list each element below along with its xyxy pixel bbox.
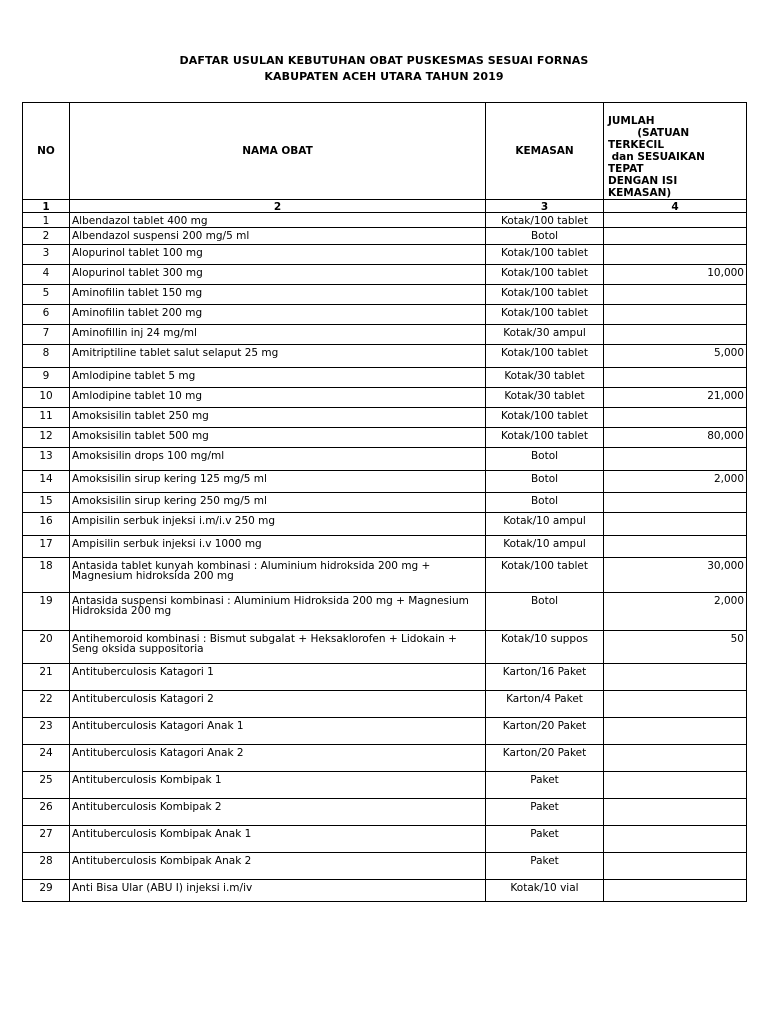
drug-name: Antituberculosis Katagori Anak 2 xyxy=(70,745,486,772)
row-number: 15 xyxy=(23,493,70,513)
drug-name: Amoksisilin drops 100 mg/ml xyxy=(70,448,486,471)
table-row xyxy=(23,880,747,902)
column-number: 2 xyxy=(70,200,486,213)
packaging: Botol xyxy=(486,471,604,493)
quantity: 21,000 xyxy=(604,388,747,408)
packaging: Kotak/100 tablet xyxy=(486,265,604,285)
drug-name: Aminofillin inj 24 mg/ml xyxy=(70,325,486,345)
drug-name: Amitriptiline tablet salut selaput 25 mg xyxy=(70,345,486,368)
drug-name: Albendazol tablet 400 mg xyxy=(70,213,486,228)
packaging: Kotak/30 tablet xyxy=(486,368,604,388)
table-row xyxy=(23,228,747,245)
table-row xyxy=(23,213,747,228)
row-number: 6 xyxy=(23,305,70,325)
row-number: 20 xyxy=(23,631,70,664)
quantity: 10,000 xyxy=(604,265,747,285)
table-row xyxy=(23,428,747,448)
packaging: Kotak/30 ampul xyxy=(486,325,604,345)
row-number: 8 xyxy=(23,345,70,368)
row-number: 16 xyxy=(23,513,70,536)
packaging: Paket xyxy=(486,853,604,880)
table-row xyxy=(23,558,747,593)
packaging: Kotak/10 ampul xyxy=(486,536,604,558)
quantity xyxy=(604,408,747,428)
header-jumlah-text xyxy=(608,115,744,199)
quantity xyxy=(604,880,747,902)
column-number: 1 xyxy=(23,200,70,213)
row-number: 1 xyxy=(23,213,70,228)
quantity xyxy=(604,826,747,853)
table-row xyxy=(23,772,747,799)
drug-name: Antihemoroid kombinasi : Bismut subgalat + Heksaklorofen + Lidokain + Seng oksida suppositoria xyxy=(70,631,486,664)
packaging: Botol xyxy=(486,493,604,513)
table-row xyxy=(23,408,747,428)
quantity xyxy=(604,228,747,245)
packaging: Kotak/100 tablet xyxy=(486,213,604,228)
table-row xyxy=(23,631,747,664)
drug-name: Amoksisilin tablet 250 mg xyxy=(70,408,486,428)
drug-name: Antituberculosis Katagori 1 xyxy=(70,664,486,691)
quantity: 2,000 xyxy=(604,593,747,631)
quantity: 5,000 xyxy=(604,345,747,368)
row-number: 5 xyxy=(23,285,70,305)
drug-name: Alopurinol tablet 300 mg xyxy=(70,265,486,285)
packaging: Botol xyxy=(486,448,604,471)
table-row xyxy=(23,536,747,558)
quantity xyxy=(604,245,747,265)
packaging: Kotak/100 tablet xyxy=(486,428,604,448)
quantity xyxy=(604,213,747,228)
quantity xyxy=(604,664,747,691)
drug-name: Amlodipine tablet 10 mg xyxy=(70,388,486,408)
drug-name: Antasida suspensi kombinasi : Aluminium Hidroksida 200 mg + Magnesium Hidroksida 200 mg xyxy=(70,593,486,631)
header-jumlah xyxy=(604,103,747,200)
column-number-row xyxy=(23,200,747,213)
packaging: Kotak/100 tablet xyxy=(486,245,604,265)
packaging: Kotak/100 tablet xyxy=(486,558,604,593)
packaging: Kotak/30 tablet xyxy=(486,388,604,408)
table-row xyxy=(23,448,747,471)
packaging: Kotak/10 suppos xyxy=(486,631,604,664)
row-number: 2 xyxy=(23,228,70,245)
row-number: 27 xyxy=(23,826,70,853)
quantity xyxy=(604,799,747,826)
document-title: DAFTAR USULAN KEBUTUHAN OBAT PUSKESMAS SESUAI FORNAS xyxy=(179,54,589,67)
row-number: 17 xyxy=(23,536,70,558)
table-row xyxy=(23,664,747,691)
drug-name: Antituberculosis Kombipak 1 xyxy=(70,772,486,799)
drug-name: Antituberculosis Kombipak Anak 1 xyxy=(70,826,486,853)
packaging: Kotak/100 tablet xyxy=(486,408,604,428)
drug-name: Amoksisilin tablet 500 mg xyxy=(70,428,486,448)
header-jumlah-line: (SATUAN TERKECIL xyxy=(608,127,690,151)
drug-name: Amoksisilin sirup kering 125 mg/5 ml xyxy=(70,471,486,493)
packaging: Kotak/100 tablet xyxy=(486,285,604,305)
row-number: 28 xyxy=(23,853,70,880)
row-number: 26 xyxy=(23,799,70,826)
packaging: Kotak/100 tablet xyxy=(486,305,604,325)
row-number: 29 xyxy=(23,880,70,902)
table-row xyxy=(23,799,747,826)
packaging: Botol xyxy=(486,593,604,631)
drug-name: Amlodipine tablet 5 mg xyxy=(70,368,486,388)
row-number: 23 xyxy=(23,718,70,745)
table-row xyxy=(23,305,747,325)
drug-name: Aminofilin tablet 200 mg xyxy=(70,305,486,325)
packaging: Karton/20 Paket xyxy=(486,745,604,772)
drug-name: Antituberculosis Kombipak Anak 2 xyxy=(70,853,486,880)
row-number: 14 xyxy=(23,471,70,493)
row-number: 11 xyxy=(23,408,70,428)
row-number: 13 xyxy=(23,448,70,471)
drug-name: Anti Bisa Ular (ABU I) injeksi i.m/iv xyxy=(70,880,486,902)
table-row xyxy=(23,745,747,772)
table-row xyxy=(23,245,747,265)
row-number: 21 xyxy=(23,664,70,691)
table-row xyxy=(23,265,747,285)
quantity: 2,000 xyxy=(604,471,747,493)
quantity xyxy=(604,285,747,305)
quantity xyxy=(604,513,747,536)
quantity xyxy=(604,772,747,799)
header-jumlah-line: JUMLAH xyxy=(608,115,655,127)
drug-list-table xyxy=(22,102,747,902)
table-row xyxy=(23,593,747,631)
row-number: 18 xyxy=(23,558,70,593)
row-number: 10 xyxy=(23,388,70,408)
header-jumlah-line: dan SESUAIKAN TEPAT xyxy=(608,151,705,175)
packaging: Kotak/10 vial xyxy=(486,880,604,902)
quantity xyxy=(604,448,747,471)
packaging: Kotak/100 tablet xyxy=(486,345,604,368)
row-number: 19 xyxy=(23,593,70,631)
packaging: Karton/16 Paket xyxy=(486,664,604,691)
table-row xyxy=(23,325,747,345)
row-number: 12 xyxy=(23,428,70,448)
header-jumlah-line: DENGAN ISI KEMASAN) xyxy=(608,175,678,199)
quantity xyxy=(604,691,747,718)
column-number: 3 xyxy=(486,200,604,213)
drug-name: Antasida tablet kunyah kombinasi : Aluminium hidroksida 200 mg + Magnesium hidroksida 200 mg xyxy=(70,558,486,593)
quantity xyxy=(604,368,747,388)
column-number: 4 xyxy=(604,200,747,213)
quantity xyxy=(604,536,747,558)
drug-name: Amoksisilin sirup kering 250 mg/5 ml xyxy=(70,493,486,513)
quantity xyxy=(604,325,747,345)
drug-name: Antituberculosis Katagori 2 xyxy=(70,691,486,718)
quantity xyxy=(604,853,747,880)
drug-name: Albendazol suspensi 200 mg/5 ml xyxy=(70,228,486,245)
quantity xyxy=(604,718,747,745)
table-row xyxy=(23,691,747,718)
drug-name: Ampisilin serbuk injeksi i.v 1000 mg xyxy=(70,536,486,558)
quantity: 80,000 xyxy=(604,428,747,448)
header-kemasan: KEMASAN xyxy=(486,103,604,200)
drug-name: Antituberculosis Kombipak 2 xyxy=(70,799,486,826)
packaging: Karton/4 Paket xyxy=(486,691,604,718)
quantity: 30,000 xyxy=(604,558,747,593)
table-row xyxy=(23,826,747,853)
packaging: Karton/20 Paket xyxy=(486,718,604,745)
table-row xyxy=(23,345,747,368)
drug-name: Ampisilin serbuk injeksi i.m/i.v 250 mg xyxy=(70,513,486,536)
header-no: NO xyxy=(23,103,70,200)
document-subtitle: KABUPATEN ACEH UTARA TAHUN 2019 xyxy=(264,70,504,83)
packaging: Paket xyxy=(486,772,604,799)
row-number: 22 xyxy=(23,691,70,718)
row-number: 24 xyxy=(23,745,70,772)
quantity xyxy=(604,305,747,325)
row-number: 4 xyxy=(23,265,70,285)
drug-name: Antituberculosis Katagori Anak 1 xyxy=(70,718,486,745)
packaging: Paket xyxy=(486,826,604,853)
table-row xyxy=(23,388,747,408)
row-number: 25 xyxy=(23,772,70,799)
header-nama-obat: NAMA OBAT xyxy=(70,103,486,200)
row-number: 9 xyxy=(23,368,70,388)
drug-name: Alopurinol tablet 100 mg xyxy=(70,245,486,265)
packaging: Paket xyxy=(486,799,604,826)
quantity xyxy=(604,745,747,772)
packaging: Botol xyxy=(486,228,604,245)
packaging: Kotak/10 ampul xyxy=(486,513,604,536)
row-number: 7 xyxy=(23,325,70,345)
quantity: 50 xyxy=(604,631,747,664)
table-row xyxy=(23,853,747,880)
drug-name: Aminofilin tablet 150 mg xyxy=(70,285,486,305)
table-row xyxy=(23,285,747,305)
table-row xyxy=(23,493,747,513)
quantity xyxy=(604,493,747,513)
table-row xyxy=(23,718,747,745)
table-row xyxy=(23,513,747,536)
table-row xyxy=(23,368,747,388)
row-number: 3 xyxy=(23,245,70,265)
table-row xyxy=(23,471,747,493)
